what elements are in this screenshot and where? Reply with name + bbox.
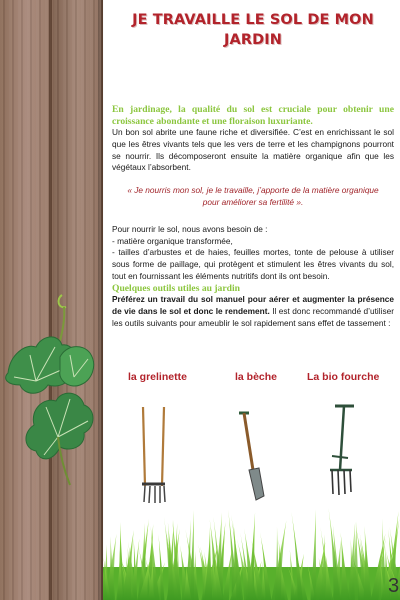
needs-item: - tailles d’arbustes et de haies, feuilles mortes, tonte de pelouse à utiliser sous forme de paillage, qui protègent et stimulent les êtres vivants du sol, tout en fournissant les éléments nutritifs dont ils ont besoin. bbox=[112, 247, 394, 281]
page-number: 3 bbox=[388, 575, 400, 597]
intro-lead: En jardinage, la qualité du sol est cruciale pour obtenir une croissance abondante et une floraison luxuriante. bbox=[112, 104, 394, 127]
spade-icon bbox=[236, 408, 270, 502]
tool-label-grelinette: la grelinette bbox=[128, 371, 187, 383]
page-title: JE TRAVAILLE LE SOL DE MON JARDIN bbox=[132, 12, 374, 48]
needs-intro: Pour nourrir le sol, nous avons besoin de : bbox=[112, 223, 268, 234]
tools-intro-bold: Préférez un travail du sol manuel pour aérer et augmenter la présence de vie dans le sol et donc le rendement. bbox=[112, 294, 394, 317]
tool-label-spade: la bèche bbox=[235, 371, 278, 383]
bio-fork-icon bbox=[326, 402, 358, 498]
tool-label-bio-fork: La bio fourche bbox=[307, 371, 380, 383]
quote: « Je nourris mon sol, je le travaille, j’apporte de la matière organique pour améliorer sa fertilité ». bbox=[127, 185, 379, 207]
article bbox=[112, 10, 394, 330]
tools-heading: Quelques outils utiles au jardin bbox=[112, 282, 240, 294]
tools-intro-text: Il est donc recommandé d’utiliser les outils suivants pour ameublir le sol rapidement sans effet de tassement : bbox=[112, 306, 394, 328]
intro-text: Un bon sol abrite une faune riche et diversifiée. C’est en enrichissant le sol que les êtres vivants tels que les vers de terre et les champignons pourront se nourrir. Ils décomposeront ensuite la matière organique afin que les végétaux l’absorbent. bbox=[112, 127, 394, 173]
tools-intro bbox=[112, 294, 394, 329]
ivy-leaves-icon bbox=[0, 285, 100, 495]
grelinette-icon bbox=[134, 404, 174, 506]
needs-item: - matière organique transformée, bbox=[112, 235, 233, 246]
grass-border bbox=[103, 505, 400, 600]
